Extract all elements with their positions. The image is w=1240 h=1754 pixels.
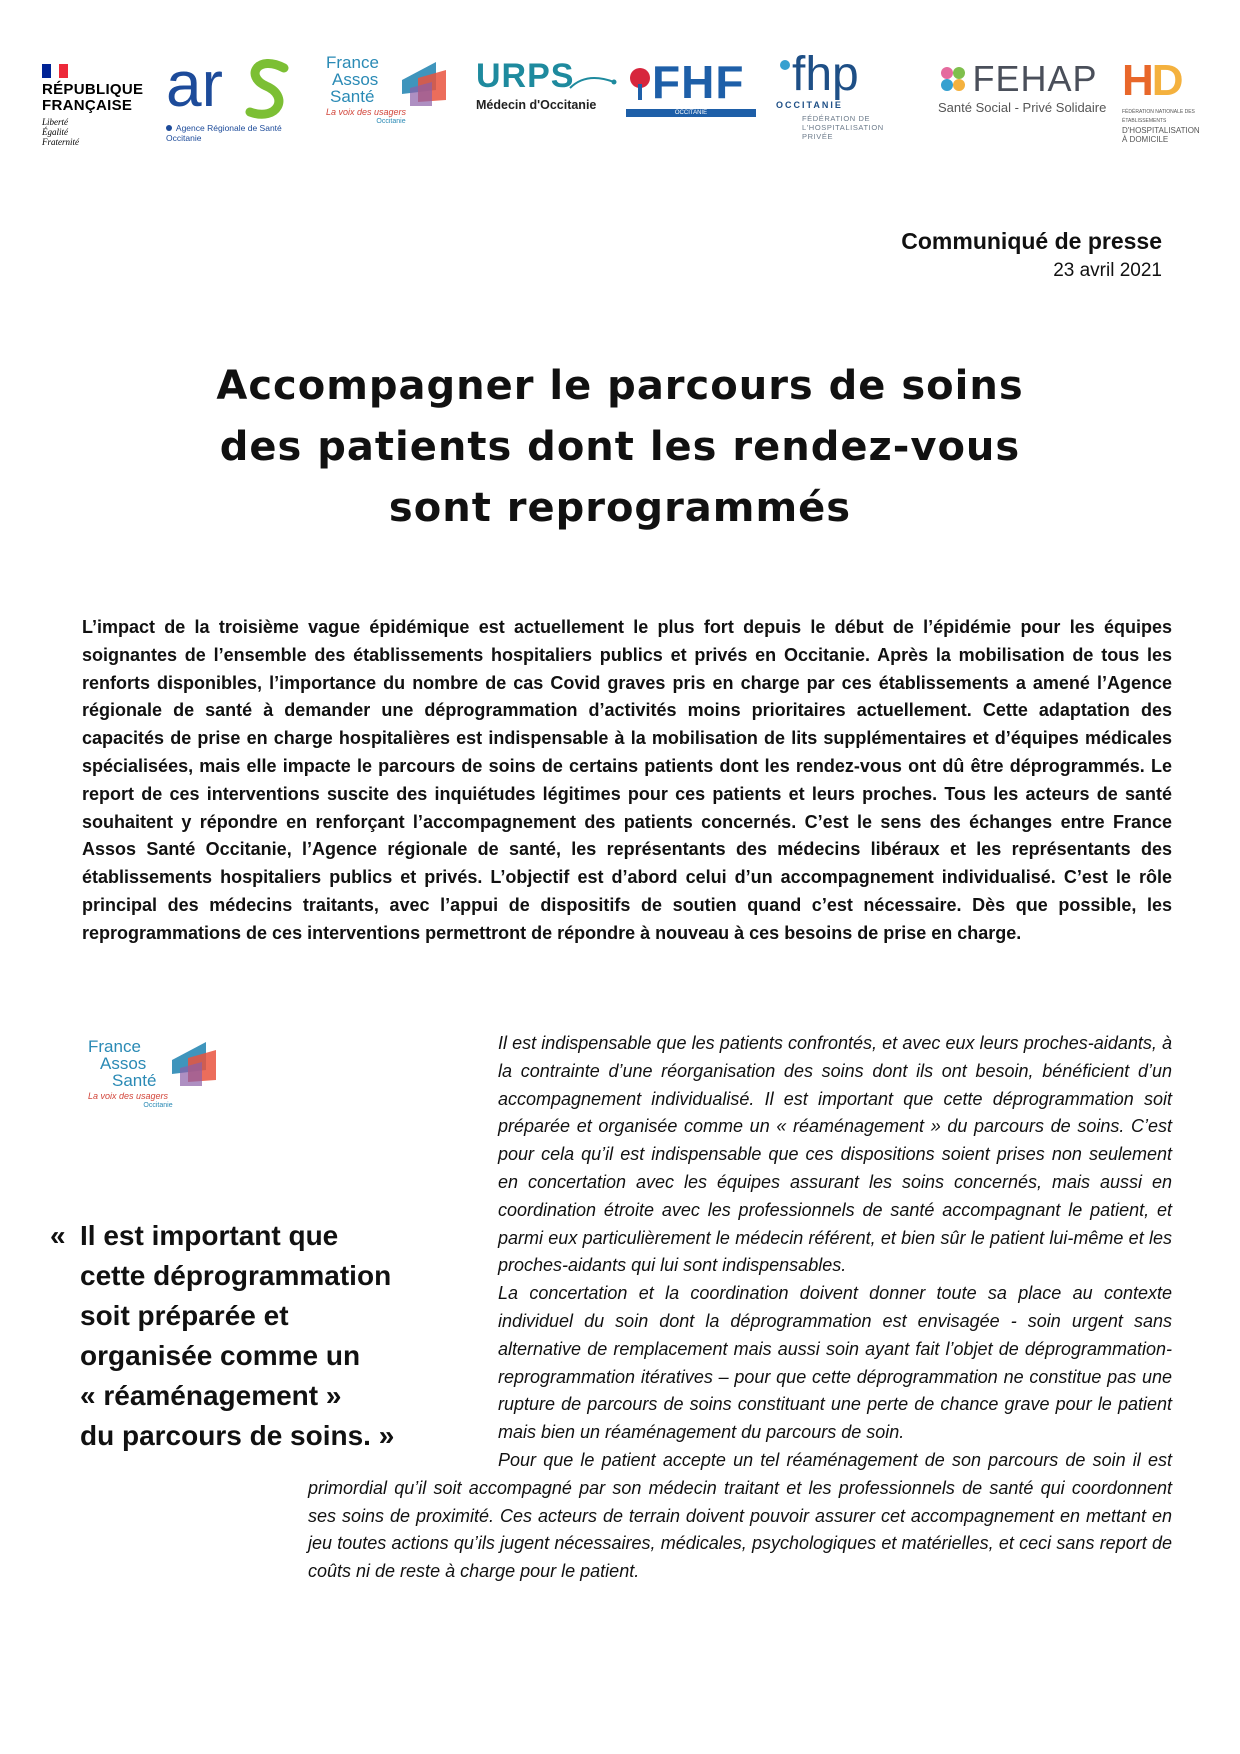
fhp-dot-icon [778,58,792,72]
fehap-logo [938,60,1108,115]
quote-line: organisée comme un [80,1340,361,1371]
title-line: sont reprogrammés [388,485,852,531]
fhf-region: OCCITANIE [626,109,756,117]
fhp-subtitle: FÉDÉRATION DE L'HOSPITALISATION PRIVÉE [802,114,884,141]
had-mark: HD [1122,56,1182,105]
fhf-logo [626,58,756,117]
ars-wordmark [166,50,306,130]
fas-line3: Santé [112,1071,157,1090]
rf-line2: FRANÇAISE [42,97,133,114]
fehap-flower-icon [938,64,968,94]
quote-open-mark: « [50,1220,66,1251]
fas-line2: Assos [332,70,379,89]
title-line: Accompagner le parcours de soins [216,363,1024,409]
ars-region: Occitanie [166,133,202,143]
fas-shapes-icon [162,1040,222,1088]
fas-line1: France [88,1037,141,1056]
fas-region: Occitanie [376,118,406,125]
had-subtitle: FÉDÉRATION NATIONALE DES ÉTABLISSEMENTS D'HOSPITALISATION À DOMICILE [1122,109,1200,144]
urps-swoosh-icon [568,72,618,92]
rf-line1: RÉPUBLIQUE [42,81,144,98]
press-header [901,228,1162,282]
urps-logo [476,58,616,112]
rf-motto: Liberté Égalité Fraternité [42,117,79,147]
urps-name: URPS [476,57,575,95]
body-text [308,1030,1172,1586]
body-paragraph-1: Il est indispensable que les patients confrontés, et avec eux leurs proches-aidants, à la contrainte d’une réorganisation des soins dont ils ont besoin, bénéficient d’un accompagnement individualisé. Il est important que cette déprogrammation soit préparée et organisée comme un « réaménagement » du parcours de soins. C’est pour cela qu’il est indispensable que ces dispositions soient prises non seulement en concertation avec les équipes assurant les soins concernés, mais aussi en coordination étroite avec les professionnels de santé accompagnant le patient, et parmi eux particulièrement le médecin référent, et bien sûr le patient lui-même et les proches-aidants qui lui sont indispensables. [498,1033,1172,1276]
quote-line: du parcours de soins. » [80,1420,395,1451]
fas-tagline: La voix des usagers [326,107,407,117]
page-title [120,356,1120,539]
svg-text:ar: ar [166,50,223,120]
quote-line: Il est important que [80,1220,339,1251]
had-logo [1122,58,1212,144]
body-paragraph-3-text: Pour que le patient accepte un tel réaménagement de son parcours de soin il est primordial qu’il soit accompagné par son médecin traitant et les professionnels de santé qui coordonnent ses soins de proximité. Ces acteurs de terrain doivent pouvoir assurer cet accompagnement en mettant en jeu toutes actions qu’ils jugent nécessaires, médicales, psychologiques et matérielles, et ceci sans report de coûts ni de reste à charge pour le patient. [308,1449,1172,1582]
logo-band [36,48,1216,178]
quote-line: soit préparée et [80,1300,289,1331]
fhp-name: fhp [792,48,859,101]
quote-line: « réaménagement » [80,1380,342,1411]
french-flag-icon [42,64,68,78]
france-assos-sante-logo [326,54,456,134]
fas-tagline: La voix des usagers [88,1091,169,1101]
urps-subtitle: Médecin d'Occitanie [476,98,597,112]
body-paragraph-3 [308,1447,1172,1586]
quote-line: cette déprogrammation [80,1260,392,1291]
fhf-tree-icon [626,66,654,102]
fehap-subtitle: Santé Social - Privé Solidaire [938,100,1107,115]
pull-quote [50,1216,420,1456]
press-date: 23 avril 2021 [1053,260,1162,281]
ars-subtitle: Agence Régionale de Santé [175,123,282,133]
republique-francaise-logo [42,64,152,147]
fas-line1: France [326,53,379,72]
fhf-name: FHF [652,56,745,108]
fas-line3: Santé [330,87,375,106]
fas-region: Occitanie [143,1102,173,1109]
body-paragraph-2: La concertation et la coordination doivent donner toute sa place au contexte individuel du soin dont la déprogrammation est envisagée - soin urgent sans alternative de remplacement mais aussi soin ayant fait l’objet de déprogrammation-reprogrammation itératives – pour que cette déprogrammation ne constitue pas une rupture de parcours de soins constituant une perte de chance grave pour le patient mais bien un réaménagement du parcours de soin. [498,1283,1172,1443]
fas-line2: Assos [100,1054,147,1073]
fehap-name: FEHAP [972,58,1098,99]
fhp-region: OCCITANIE [776,100,843,110]
press-label: Communiqué de presse [901,228,1162,254]
fhp-logo [776,50,916,141]
france-assos-sante-logo-secondary [88,1038,228,1128]
fas-shapes-icon [392,60,452,108]
intro-paragraph: L’impact de la troisième vague épidémique est actuellement le plus fort depuis le début de l’épidémie pour les équipes soignantes de l’ensemble des établissements hospitaliers publics et privés en Occitanie. Après la mobilisation de tous les renforts disponibles, l’importance du nombre de cas Covid graves pris en charge par ces établissements a amené l’Agence régionale de santé à demander une déprogrammation d’activités moins prioritaires actuellement. Cette adaptation des capacités de prise en charge hospitalières est indispensable à la mobilisation de lits supplémentaires et d’équipes médicales spécialisées, mais elle impacte le parcours de soins de certains patients dont les rendez-vous ont dû être déprogrammés. Le report de ces interventions suscite des inquiétudes légitimes pour ces patients et leurs proches. Tous les acteurs de santé souhaitent y répondre en renforçant l’accompagnement des patients concernés. C’est le sens des échanges entre France Assos Santé Occitanie, l’Agence régionale de santé, les représentants des médecins libéraux et les représentants des établissements hospitaliers publics et privés. L’objectif est d’abord celui d’un accompagnement individualisé. C’est le rôle principal des médecins traitants, avec l’appui de dispositifs de soutien quand c’est nécessaire. Dès que possible, les reprogrammations de ces interventions permettront de répondre à nouveau à ces besoins de prise en charge. [82,617,1172,943]
ars-logo [166,50,306,143]
title-line: des patients dont les rendez-vous [219,424,1021,470]
